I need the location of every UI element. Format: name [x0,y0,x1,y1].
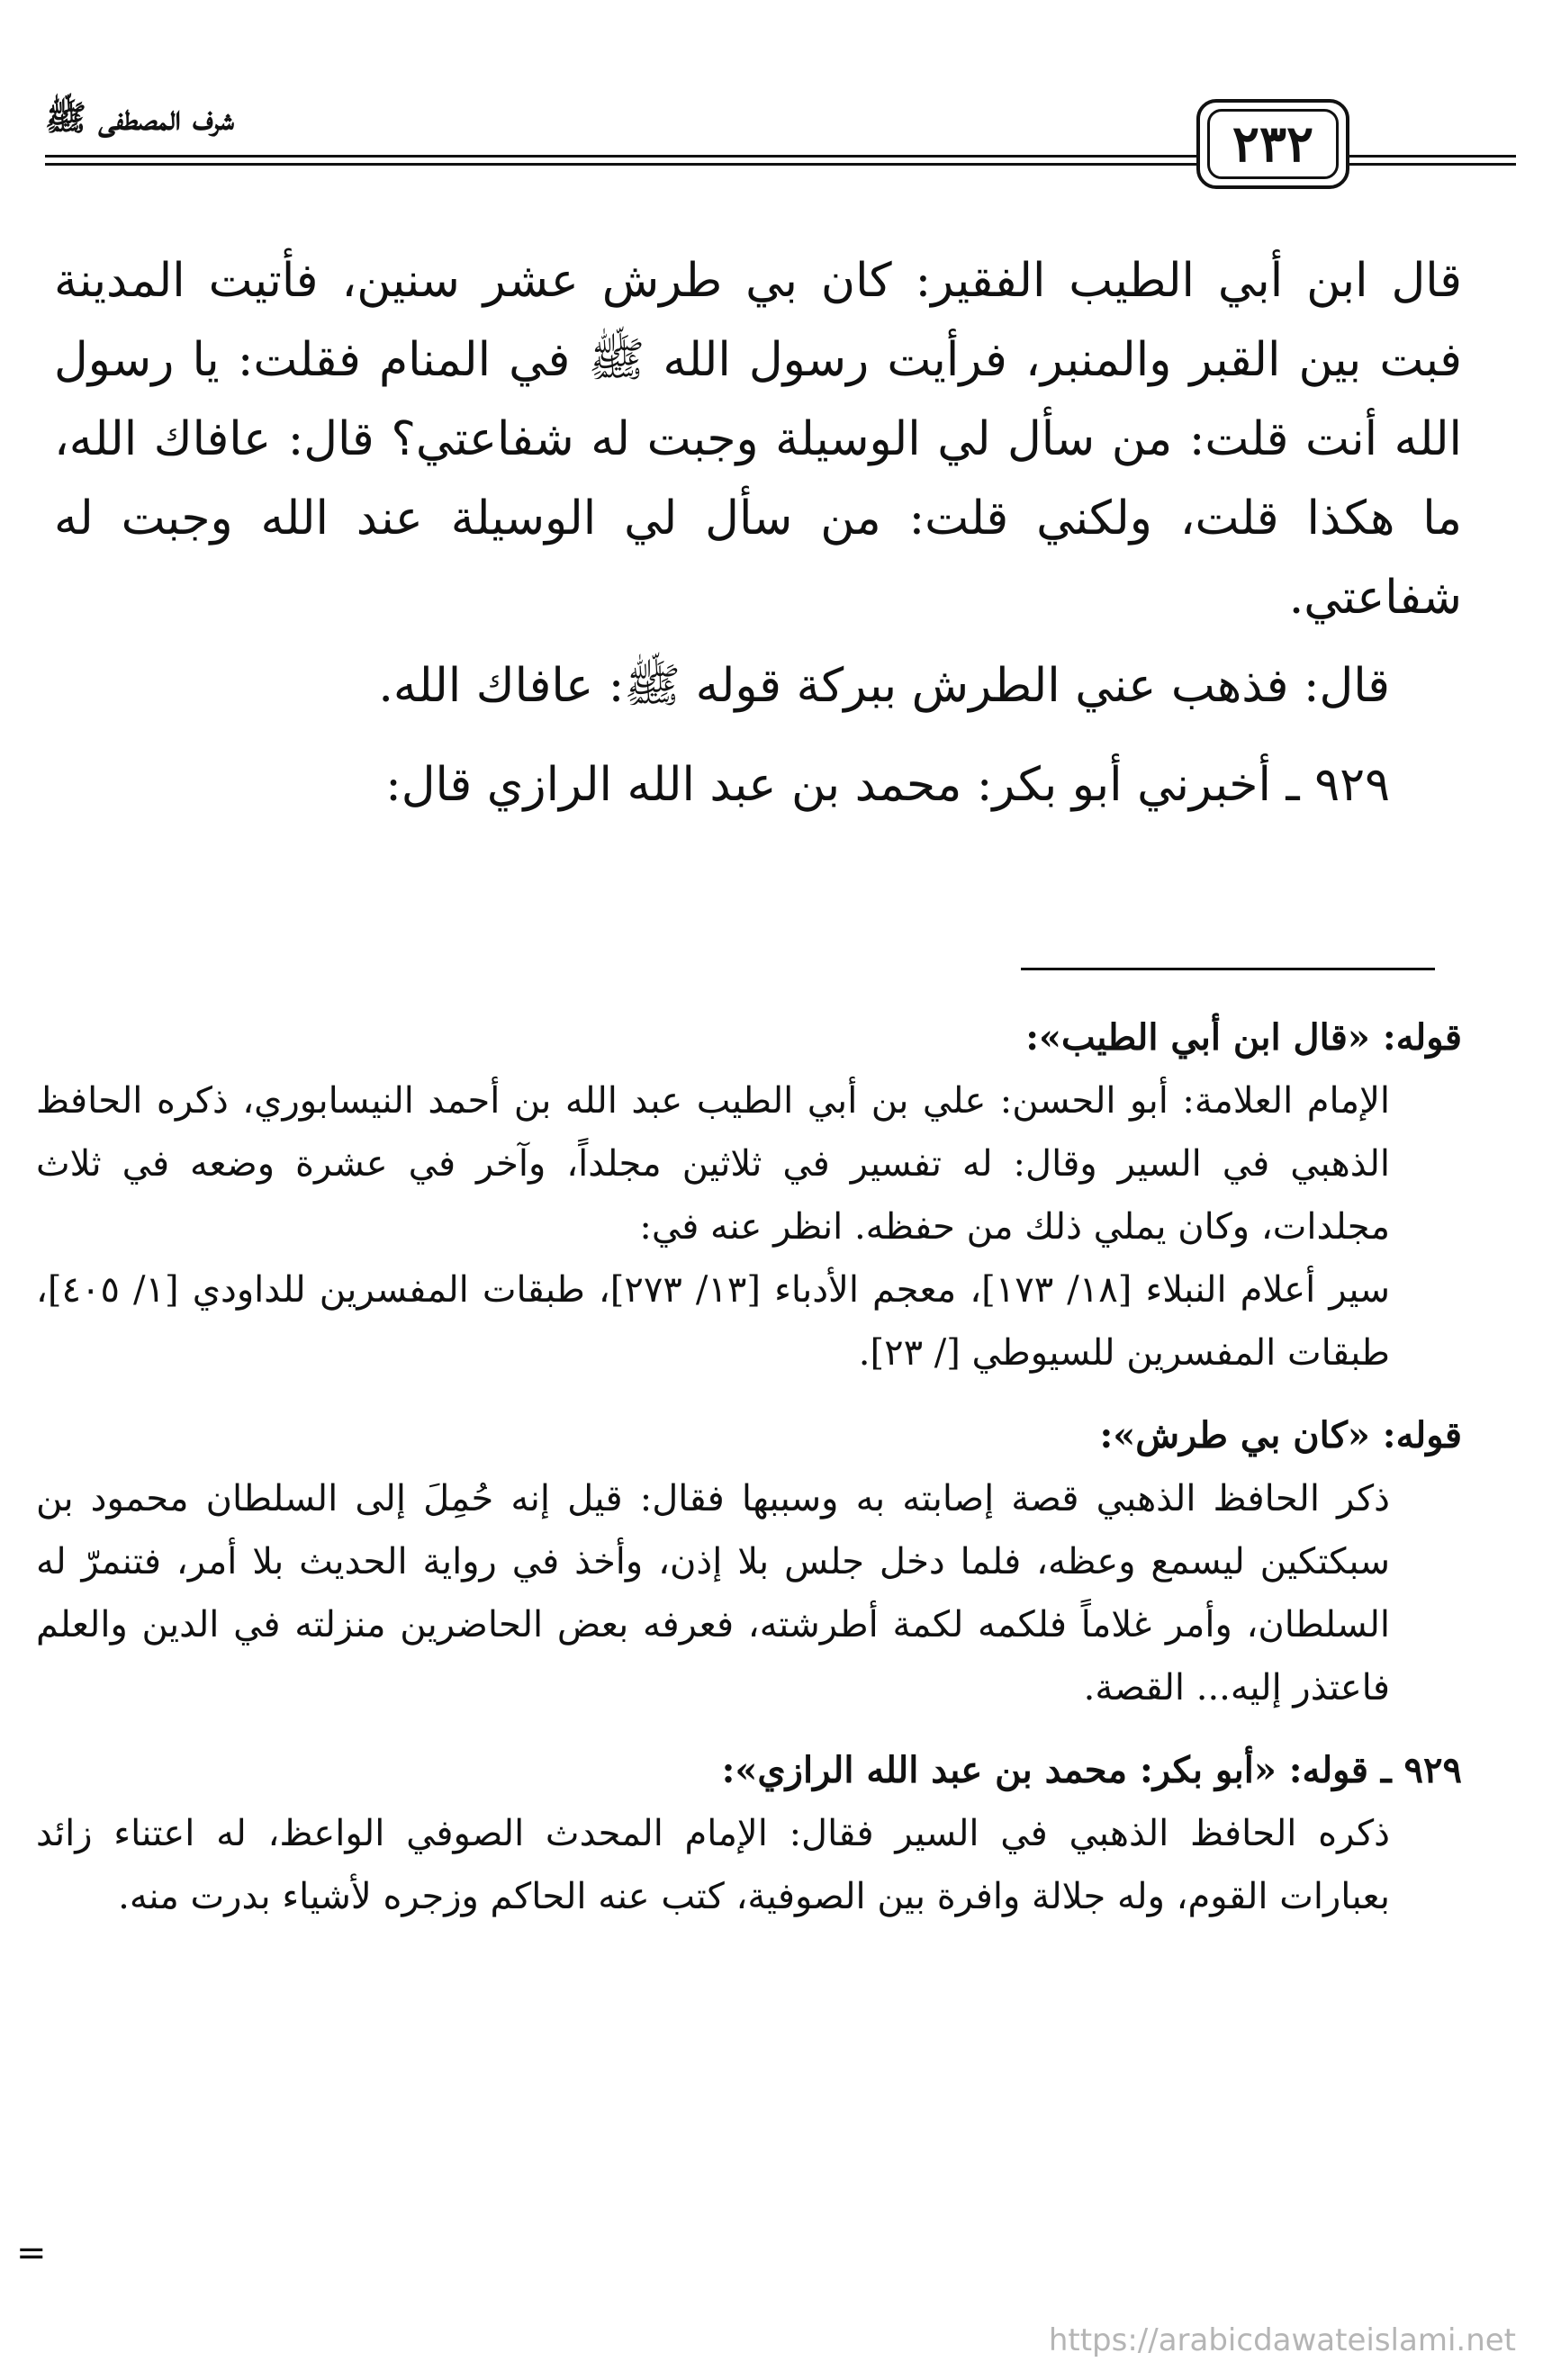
page-number-frame [1196,99,1349,189]
main-paragraph-1: قال ابن أبي الطيب الفقير: كان بي طرش عشر سنين، فأتيت المدينة فبت بين القبر والمنبر، فرأيت رسول الله ﷺ في المنام فقلت: يا رسول الله أنت قلت: من سأل لي الوسيلة وجبت له شفاعتي؟ قال: عافاك الله، ما هكذا قلت، ولكني قلت: من سأل لي الوسيلة عند الله وجبت له شفاعتي. [54,254,1462,625]
hadith-line [54,745,1462,825]
footnote-1 [36,1006,1462,1384]
footnote-heading-text: قوله: «أبو بكر: محمد بن عبد الله الرازي»: [721,1749,1368,1791]
hadith-text: ـ أخبرني أبو بكر: محمد بن عبد الله الرازي قال: [385,758,1300,812]
continuation-mark: = [16,2232,47,2274]
footnote-3 [36,1739,1462,1928]
page-header [45,90,1516,198]
footnote-2 [36,1404,1462,1719]
footnotes [36,1006,1462,1948]
footnote-paragraph: سير أعلام النبلاء [١٨/ ١٧٣]، معجم الأدباء [١٣/ ٢٧٣]، طبقات المفسرين للداودي [١/ ٤٠٥]، طبقات المفسرين للسيوطي [/ ٢٣]. [36,1269,1390,1374]
footnote-heading [36,1739,1462,1802]
footnote-paragraph: ذكره الحافظ الذهبي في السير فقال: الإمام المحدث الصوفي الواعظ، له اعتناء زائد بعبارات القوم، وله جلالة وافرة بين الصوفية، كتب عنه الحاكم وزجره لأشياء بدرت منه. [36,1813,1390,1917]
main-paragraph-2: قال: فذهب عني الطرش ببركة قوله ﷺ: عافاك الله. [378,659,1390,713]
footnote-paragraph: ذكر الحافظ الذهبي قصة إصابته به وسببها فقال: قيل إنه حُمِلَ إلى السلطان محمود بن سبكتكين ليسمع وعظه، فلما دخل جلس بلا إذن، وأخذ في رواية الحديث بلا أمر، فتنمرّ له السلطان، وأمر غلاماً فلكمه لكمة أطرشته، فعرفه بعض الحاضرين منزلته في الدين والعلم فاعتذر إليه... القصة. [36,1478,1390,1708]
main-text [54,241,1462,825]
footnote-divider [1021,968,1435,970]
watermark-url: https://arabicdawateislami.net [1048,2322,1516,2358]
footnote-number: ٩٢٩ ـ [1380,1749,1462,1791]
footnote-heading: قوله: «قال ابن أبي الطيب»: [1025,1016,1462,1059]
running-title: شرف المصطفى ﷺ [45,97,234,138]
hadith-number: ٩٢٩ [1314,758,1390,812]
page-number: ٢٣٢ [1207,109,1339,179]
footnote-heading: قوله: «كان بي طرش»: [1099,1414,1462,1456]
footnote-paragraph: الإمام العلامة: أبو الحسن: علي بن أبي الطيب عبد الله بن أحمد النيسابوري، ذكره الحافظ الذهبي في السير وقال: له تفسير في ثلاثين مجلداً، وآخر في عشرة وضعه في ثلاث مجلدات، وكان يملي ذلك من حفظه. انظر عنه في: [36,1080,1390,1248]
